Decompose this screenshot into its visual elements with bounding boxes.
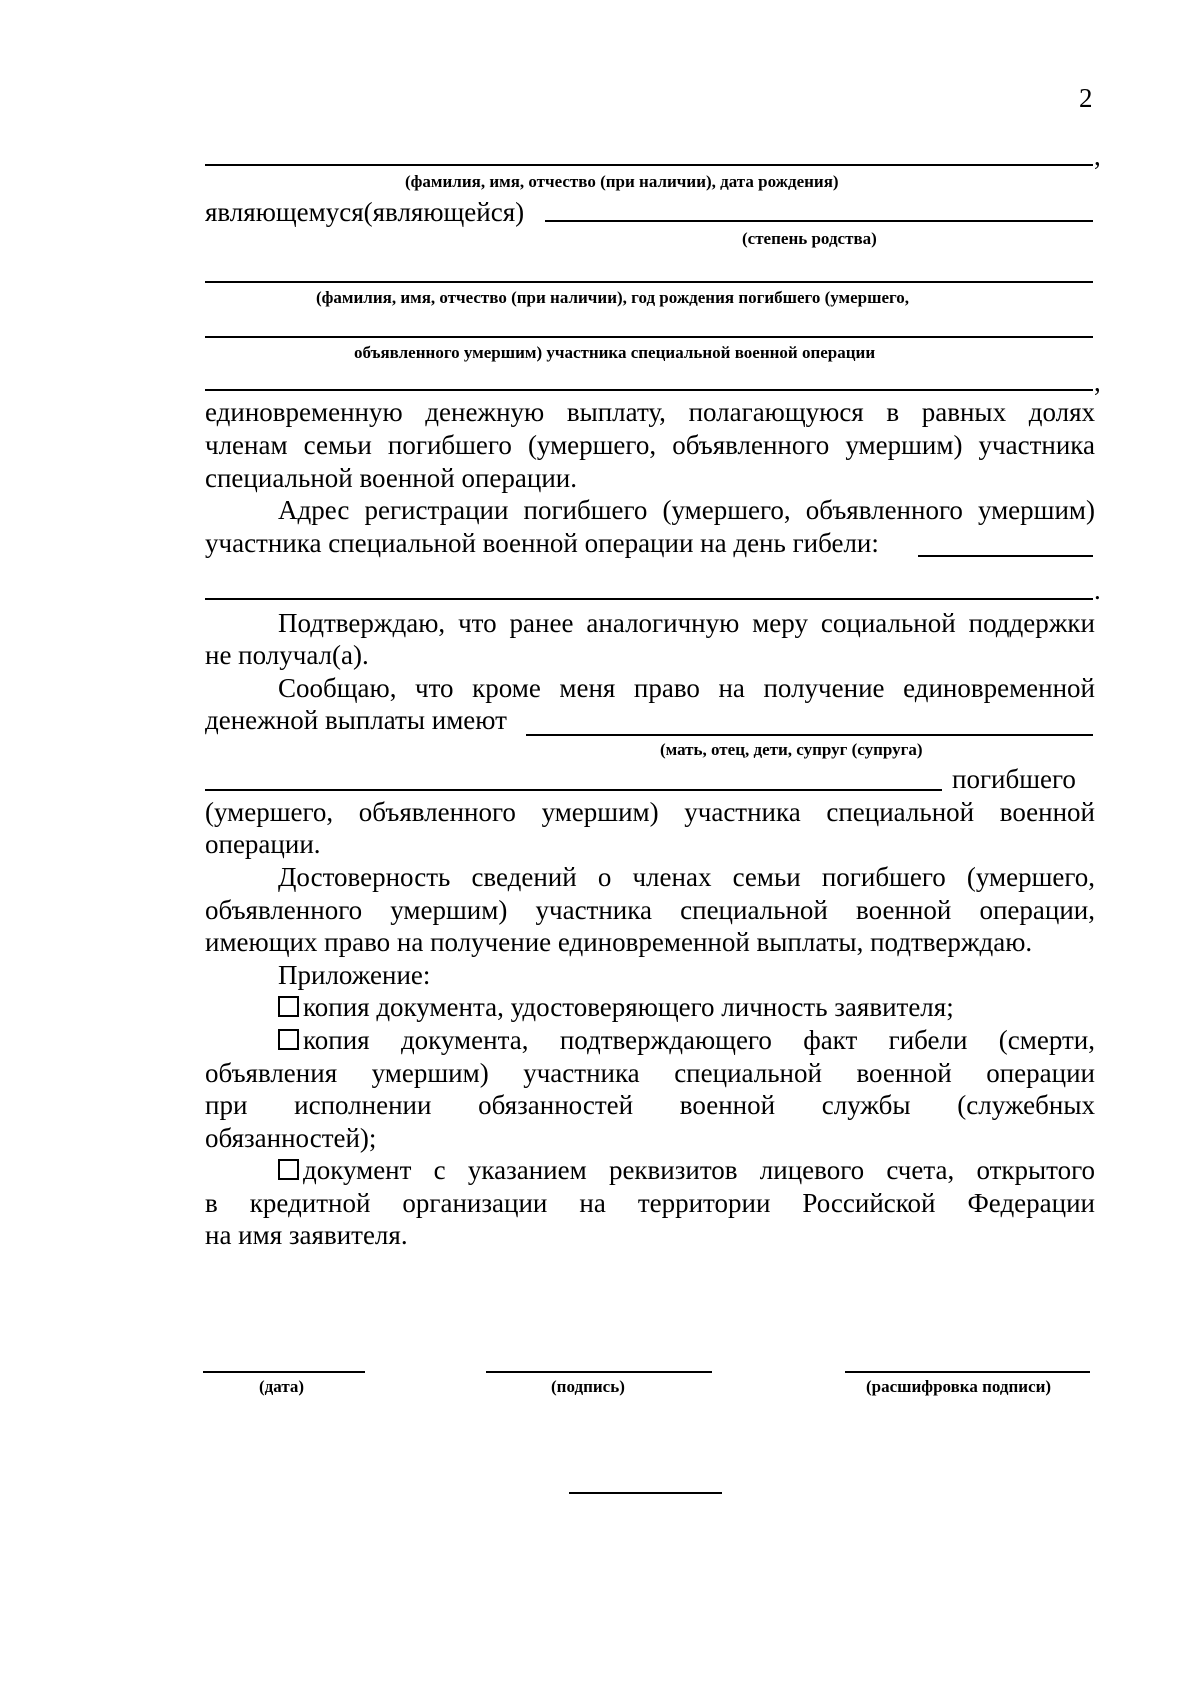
payment-text-line-1: единовременную денежную выплату, полагающуюся в равных долях xyxy=(205,397,1095,427)
others-blank-line-1[interactable] xyxy=(526,734,1093,736)
attachment-3-text-1: документ с указанием реквизитов лицевого счета, открытого xyxy=(303,1155,1095,1185)
address-period: . xyxy=(1094,575,1101,605)
payment-text-line-2: членам семьи погибшего (умершего, объявленного умершим) участника xyxy=(205,430,1095,460)
address-text-line-2: участника специальной военной операции на день гибели: xyxy=(205,528,879,558)
deceased-blank-line-1[interactable] xyxy=(205,281,1093,283)
deceased-comma: , xyxy=(1094,367,1101,397)
others-blank-line-2[interactable] xyxy=(205,789,942,791)
attachment-2-text-1: копия документа, подтверждающего факт гибели (смерти, xyxy=(303,1025,1095,1055)
deceased-caption-1: (фамилия, имя, отчество (при наличии), год рождения погибшего (умершего, xyxy=(316,288,910,307)
attachments-heading: Приложение: xyxy=(278,960,431,990)
address-blank-line-1[interactable] xyxy=(918,555,1093,557)
others-text-line-3: (умершего, объявленного умершим) участника специальной военной xyxy=(205,797,1095,827)
relative-label: являющемуся(являющейся) xyxy=(205,197,525,227)
deceased-caption-2: объявленного умершим) участника специальной военной операции xyxy=(354,343,876,362)
decode-blank-line[interactable] xyxy=(845,1371,1090,1373)
attachment-2-text-3: при исполнении обязанностей военной службы (служебных xyxy=(205,1090,1095,1120)
decode-caption: (расшифровка подписи) xyxy=(866,1377,1052,1396)
signature-blank-line[interactable] xyxy=(486,1371,712,1373)
fio-blank-line[interactable] xyxy=(205,164,1093,166)
attachment-3-text-3: на имя заявителя. xyxy=(205,1220,408,1250)
attachment-2-checkbox[interactable] xyxy=(278,1029,299,1050)
address-blank-line-2[interactable] xyxy=(205,598,1093,600)
attachment-1-checkbox[interactable] xyxy=(278,996,299,1017)
attachment-2-text-4: обязанностей); xyxy=(205,1123,377,1153)
deceased-blank-line-3[interactable] xyxy=(205,389,1093,391)
reliability-text-line-2: объявленного умершим) участника специальной военной операции, xyxy=(205,895,1095,925)
signature-caption: (подпись) xyxy=(551,1377,625,1396)
attachment-3-text-2: в кредитной организации на территории Российской Федерации xyxy=(205,1188,1095,1218)
attachment-2-text-2: объявления умершим) участника специальной военной операции xyxy=(205,1058,1095,1088)
end-separator-line xyxy=(569,1492,722,1494)
attachment-item-1 xyxy=(278,991,954,1023)
confirm-text-line-1: Подтверждаю, что ранее аналогичную меру социальной поддержки xyxy=(278,608,1095,638)
confirm-text-line-2: не получал(а). xyxy=(205,640,369,670)
address-text-line-1: Адрес регистрации погибшего (умершего, объявленного умершим) xyxy=(278,495,1095,525)
kinship-blank-line[interactable] xyxy=(545,220,1093,222)
page-number: 2 xyxy=(1079,83,1093,113)
attachment-item-3-line-1 xyxy=(278,1154,1095,1186)
others-text-line-2: денежной выплаты имеют xyxy=(205,705,507,735)
kinship-caption: (степень родства) xyxy=(742,229,877,248)
payment-text-line-3: специальной военной операции. xyxy=(205,463,577,493)
fio-dob-caption: (фамилия, имя, отчество (при наличии), дата рождения) xyxy=(405,172,839,191)
others-text-line-4: операции. xyxy=(205,829,321,859)
fio-comma: , xyxy=(1094,141,1101,171)
attachment-1-text: копия документа, удостоверяющего личность заявителя; xyxy=(303,992,954,1022)
others-text-line-1: Сообщаю, что кроме меня право на получение единовременной xyxy=(278,673,1095,703)
date-caption: (дата) xyxy=(259,1377,305,1396)
reliability-text-line-3: имеющих право на получение единовременной выплаты, подтверждаю. xyxy=(205,927,1033,957)
date-blank-line[interactable] xyxy=(203,1371,365,1373)
deceased-blank-line-2[interactable] xyxy=(205,336,1093,338)
attachment-item-2-line-1 xyxy=(278,1024,1095,1056)
attachment-3-checkbox[interactable] xyxy=(278,1159,299,1180)
others-caption: (мать, отец, дети, супруг (супруга) xyxy=(660,740,923,759)
reliability-text-line-1: Достоверность сведений о членах семьи погибшего (умершего, xyxy=(278,862,1095,892)
others-tail: погибшего xyxy=(952,764,1076,794)
